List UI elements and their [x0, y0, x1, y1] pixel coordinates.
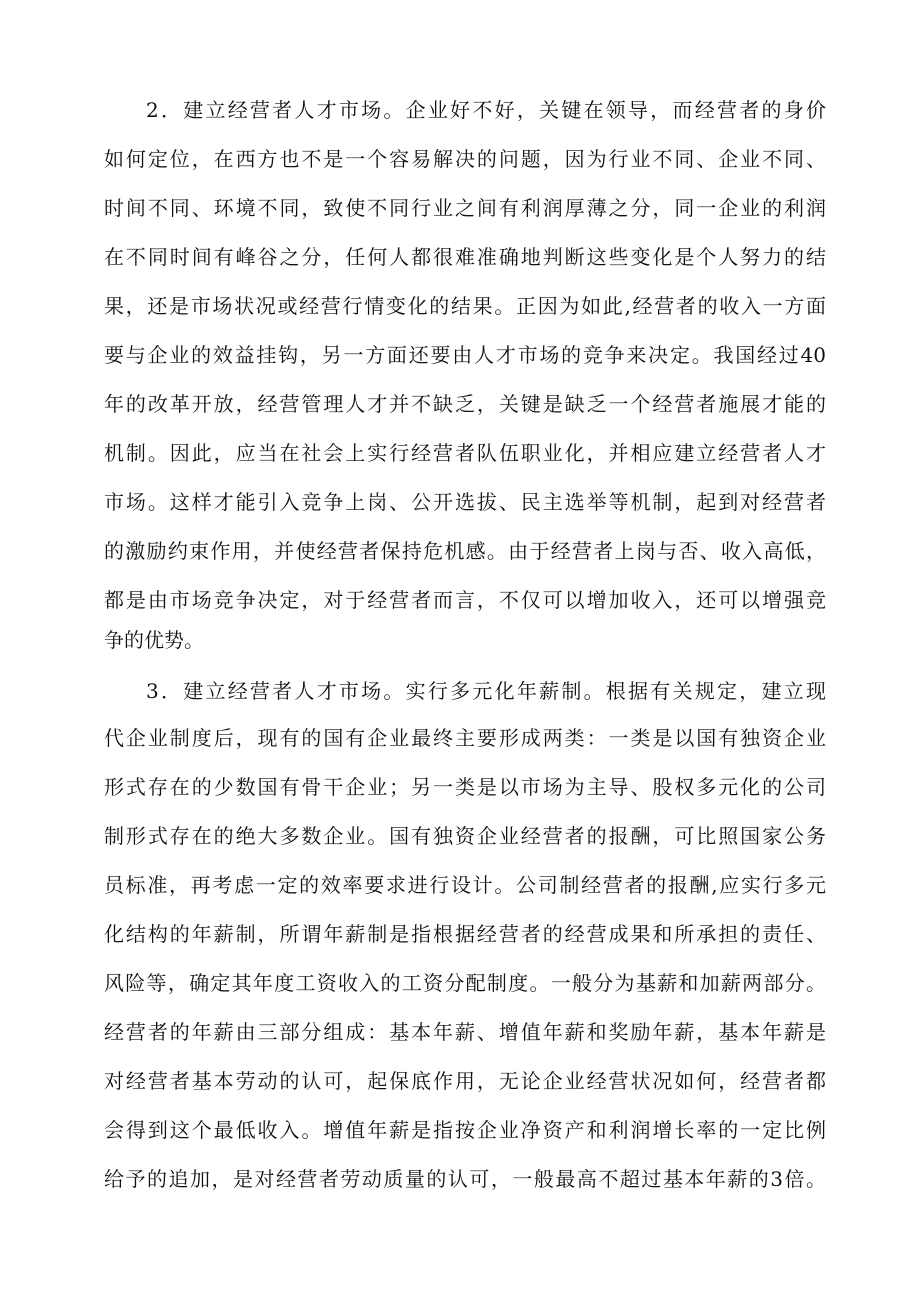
paragraph-line: 形式存在的少数国有骨干企业；另一类是以市场为主导、股权多元化的公司 — [104, 775, 826, 799]
paragraph-line: 要与企业的效益挂钩，另一方面还要由人才市场的竞争来决定。我国经过40 — [104, 343, 826, 367]
paragraph-line: 3．建立经营者人才市场。实行多元化年薪制。根据有关规定，建立现 — [146, 679, 826, 703]
paragraph-line: 员标准，再考虑一定的效率要求进行设计。公司制经营者的报酬,应实行多元 — [104, 873, 826, 897]
paragraph-line: 机制。因此，应当在社会上实行经营者队伍职业化，并相应建立经营者人才 — [104, 441, 826, 465]
paragraph-line: 果，还是市场状况或经营行情变化的结果。正因为如此,经营者的收入一方面 — [104, 294, 826, 318]
paragraph-line: 2．建立经营者人才市场。企业好不好，关键在领导，而经营者的身价 — [146, 98, 826, 122]
paragraph-line: 经营者的年薪由三部分组成：基本年薪、增值年薪和奖励年薪，基本年薪是 — [104, 1020, 826, 1044]
paragraph-line: 化结构的年薪制，所谓年薪制是指根据经营者的经营成果和所承担的责任、 — [104, 922, 826, 946]
paragraph-line-last: 争的优势。 — [104, 628, 204, 652]
paragraph-line: 风险等，确定其年度工资收入的工资分配制度。一般分为基薪和加薪两部分。 — [104, 971, 826, 995]
paragraph-line: 会得到这个最低收入。增值年薪是指按企业净资产和利润增长率的一定比例 — [104, 1118, 826, 1142]
paragraph-line: 代企业制度后，现有的国有企业最终主要形成两类：一类是以国有独资企业 — [104, 726, 826, 750]
paragraph-line: 时间不同、环境不同，致使不同行业之间有利润厚薄之分，同一企业的利润 — [104, 196, 826, 220]
paragraph-line: 在不同时间有峰谷之分，任何人都很难准确地判断这些变化是个人努力的结 — [104, 245, 826, 269]
paragraph-line: 制形式存在的绝大多数企业。国有独资企业经营者的报酬，可比照国家公务 — [104, 824, 826, 848]
paragraph-line: 给予的追加，是对经营者劳动质量的认可，一般最高不超过基本年薪的3倍。 — [104, 1167, 826, 1191]
paragraph-line: 如何定位，在西方也不是一个容易解决的问题，因为行业不同、企业不同、 — [104, 147, 826, 171]
paragraph-line: 年的改革开放，经营管理人才并不缺乏，关键是缺乏一个经营者施展才能的 — [104, 392, 826, 416]
paragraph-line: 市场。这样才能引入竞争上岗、公开选拔、民主选举等机制，起到对经营者 — [104, 490, 826, 514]
paragraph-line: 都是由市场竞争决定，对于经营者而言，不仅可以增加收入，还可以增强竞 — [104, 588, 826, 612]
paragraph-line: 的激励约束作用，并使经营者保持危机感。由于经营者上岗与否、收入高低， — [104, 539, 826, 563]
paragraph-line: 对经营者基本劳动的认可，起保底作用，无论企业经营状况如何，经营者都 — [104, 1069, 826, 1093]
